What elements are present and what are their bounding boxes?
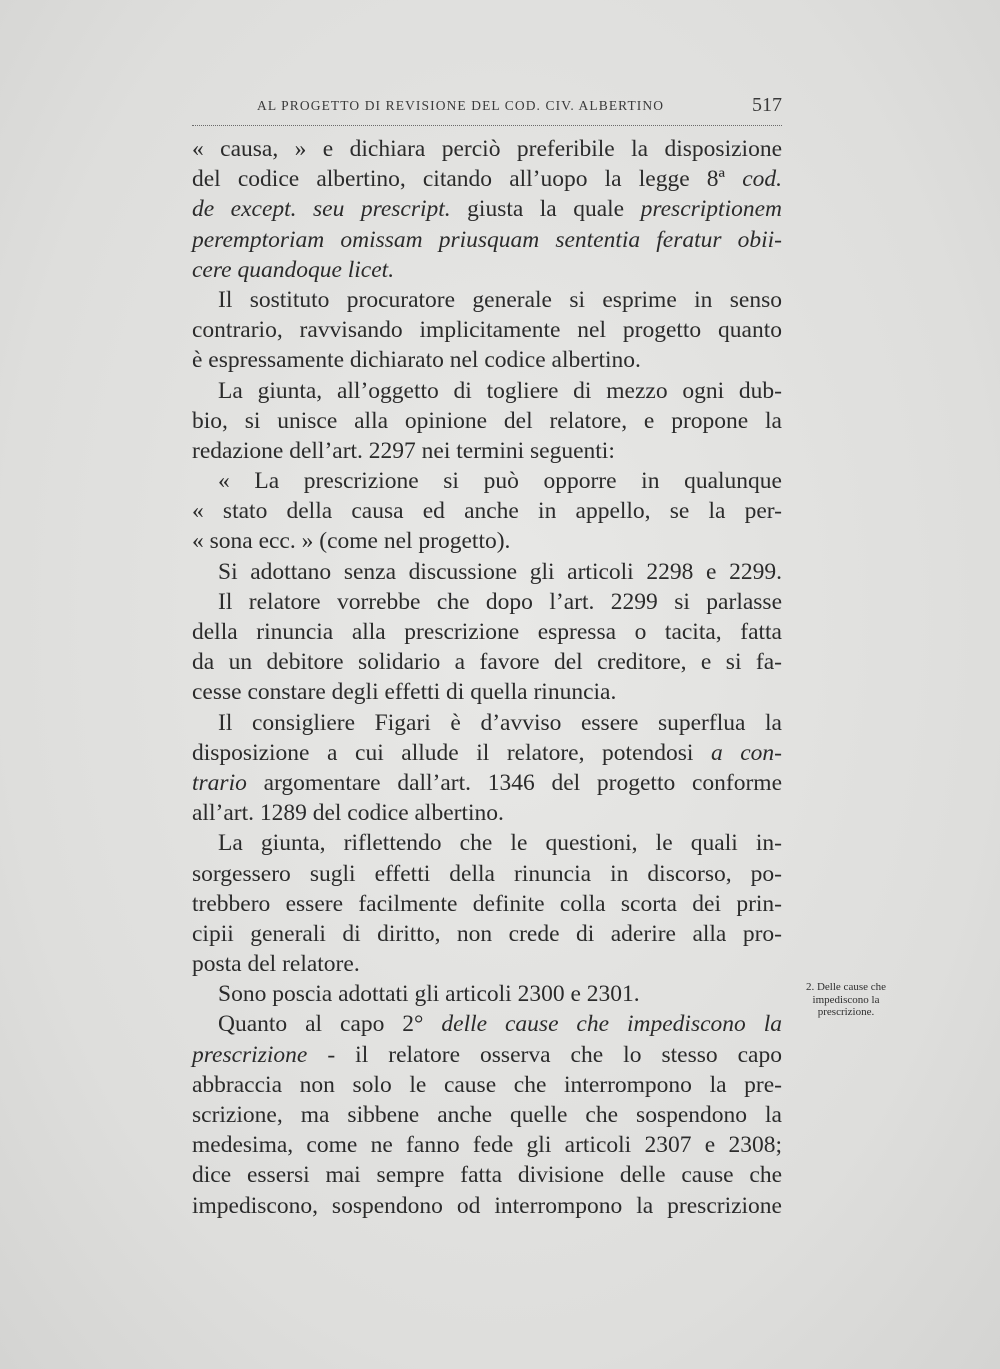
text-line [192, 738, 782, 768]
text-line: La giunta, riflettendo che le questioni, le quali in- [218, 830, 782, 857]
text-line: impediscono, sospendono od interrompono la prescrizione [192, 1192, 782, 1219]
text-segment: - il relatore osserva che lo stesso capo [307, 1041, 782, 1068]
text-line: « sona ecc. » (come nel progetto). [192, 528, 511, 555]
italic-phrase: prescrizione [192, 1041, 308, 1068]
text-line: redazione dell’art. 2297 nei termini seguenti: [192, 437, 615, 464]
text-line: trebbero essere facilmente definite colla scorta dei prin- [192, 890, 782, 917]
text-line: Sono poscia adottati gli articoli 2300 e 2301. [218, 981, 640, 1008]
text-line: « La prescrizione si può opporre in qualunque [218, 468, 782, 495]
text-segment: Quanto al capo 2° [218, 1011, 442, 1038]
text-line: da un debitore solidario a favore del creditore, e si fa- [192, 649, 782, 676]
text-line: posta del relatore. [192, 951, 360, 978]
body-text [192, 134, 782, 1221]
text-line [192, 1040, 782, 1070]
text-line: della rinuncia alla prescrizione espressa o tacita, fatta [192, 619, 782, 645]
text-line: Il sostituto procuratore generale si esprime in senso [218, 286, 782, 313]
text-line [192, 255, 782, 285]
italic-phrase: a con- [710, 739, 782, 766]
text-line: de except. seu prescript. giusta la quale prescriptionem [192, 196, 783, 223]
text-line: La giunta, all’oggetto di togliere di mezzo ogni dub- [218, 377, 782, 404]
text-line [192, 1009, 782, 1039]
text-line: all’art. 1289 del codice albertino. [192, 800, 504, 827]
italic-phrase: trario [192, 769, 247, 796]
text-line: Il relatore vorrebbe che dopo l’art. 2299 si parlasse [218, 588, 782, 615]
text-line [192, 768, 782, 798]
text-line: medesima, come ne fanno fede gli articoli 2307 e 2308; [192, 1132, 782, 1159]
page-number: 517 [752, 94, 782, 116]
running-head: AL PROGETTO DI REVISIONE DEL COD. CIV. ALBERTINO [257, 98, 665, 113]
italic-phrase: peremptoriam omissam priusquam sententia feratur obii- [192, 226, 782, 253]
text-line: sorgessero sugli effetti della rinuncia in discorso, po- [192, 860, 782, 887]
italic-phrase: cere quandoque licet. [192, 256, 395, 283]
header-rule [192, 125, 782, 126]
text-line: abbraccia non solo le cause che interrompono la pre- [192, 1071, 782, 1098]
italic-phrase: prescriptionem [640, 196, 783, 223]
text-line: cipii generali di diritto, non crede di aderire alla pro- [192, 920, 782, 947]
text-segment: disposizione a cui allude il relatore, potendosi [192, 739, 711, 766]
text-line: « causa, » e dichiara perciò preferibile la disposizione [192, 136, 782, 162]
text-line: dice essersi mai sempre fatta divisione delle cause che [192, 1162, 782, 1189]
text-line: bio, si unisce alla opinione del relatore, e propone la [192, 407, 782, 434]
italic-phrase: cod. [742, 166, 782, 193]
text-line: scrizione, ma sibbene anche quelle che sospendono la [192, 1102, 782, 1128]
page-header [192, 94, 782, 124]
italic-phrase: de except. seu prescript. [192, 196, 451, 223]
text-line: è espressamente dichiarato nel codice albertino. [192, 347, 641, 374]
margin-note [790, 981, 902, 1019]
italic-phrase: delle cause che impediscono la [441, 1011, 782, 1038]
text-line [192, 225, 782, 255]
text-line: Il consigliere Figari è d’avviso essere superflua la [218, 709, 782, 736]
margin-note-line: impediscono la [812, 993, 880, 1006]
text-line: del codice albertino, citando all’uopo la legge 8ª cod. [192, 166, 782, 193]
text-line: contrario, ravvisando implicitamente nel progetto quanto [192, 317, 782, 344]
text-line: cesse constare degli effetti di quella rinuncia. [192, 679, 617, 706]
text-line: « stato della causa ed anche in appello, se la per- [192, 498, 782, 525]
margin-note-line: 2. Delle cause che [805, 981, 886, 993]
text-segment: argomentare dall’art. 1346 del progetto conforme [246, 769, 782, 796]
text-line: Si adottano senza discussione gli articoli 2298 e 2299. [218, 558, 782, 585]
margin-note-line: prescrizione. [817, 1006, 875, 1018]
